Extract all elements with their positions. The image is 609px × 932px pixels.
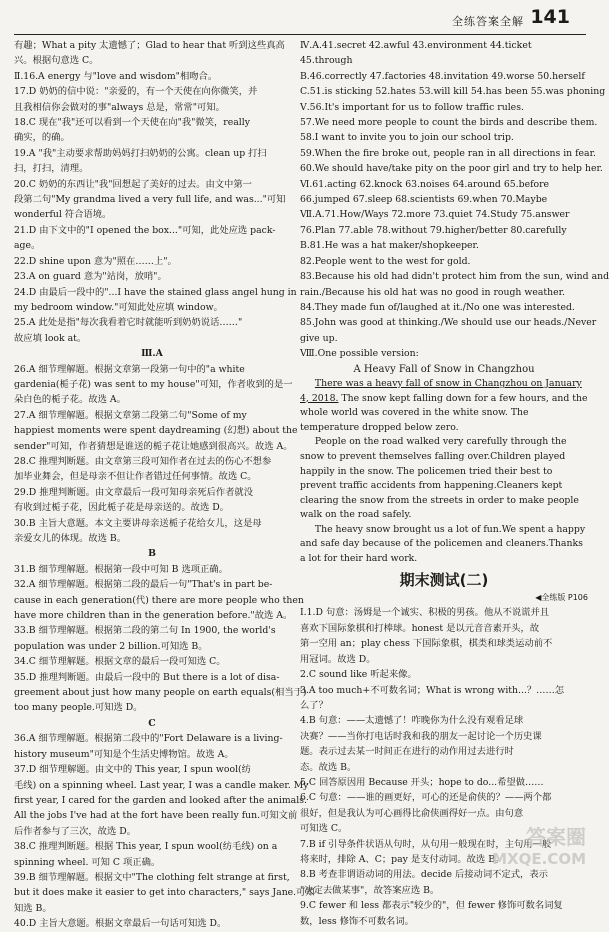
answer-line: 后作者参与了三次，故选 D。	[14, 825, 136, 837]
answer-line: 32.A 细节理解题。根据第二段的最后一句"That's in part be-	[14, 579, 273, 591]
answer-line: 29.D 推理判断题。由文章最后一段可知母亲死后作者就没	[14, 486, 254, 498]
answer-line: 将来时，排除 A、C；pay 是支付动词。故选 B。	[300, 853, 505, 865]
answer-line: 4.B 句意：——太遗憾了！咋晚你为什么没有观看足球	[300, 715, 524, 727]
answer-line: greement about just how many people on earth equals(相当于)	[14, 687, 307, 699]
answer-line: Ⅰ.1.D 句意：汤姆是一个诚实、积极的男孩。他从不说谎并且	[300, 607, 550, 619]
answer-line: 17.D 奶奶的信中说："亲爱的，有一个天使在向你微笑，并	[14, 86, 258, 98]
answer-line: 题。表示过去某一时间正在进行的动作用过去进行时	[300, 746, 514, 758]
answer-line: cause in each generation(代) there are more people who then	[14, 594, 304, 606]
answer-line: rain./Because his old hat was no good in rough weather.	[300, 286, 565, 298]
answer-line: 9.C fewer 和 less 都表示"较少的"，但 fewer 修饰可数名词复	[300, 900, 563, 912]
answer-line: history museum"可知是个生活史博物馆。故选 A。	[14, 748, 234, 760]
answer-line: 24.D 由最后一段中的"...I have the stained glass angel hung in	[14, 286, 297, 298]
section-page-ref: ◀全练版 P106	[535, 593, 588, 603]
answer-line: Ⅱ.16.A energy 与"love and wisdom"相吻合。	[14, 70, 218, 82]
answer-line: 知选 B。	[14, 902, 52, 914]
answer-line: 8.B 考查非谓语动词的用法。decide 后接动词不定式，表示	[300, 869, 548, 881]
answer-line: 83.Because his old had didn't protect him from the sun, wind and	[300, 271, 609, 283]
answer-line: 段第二句"My grandma lived a very full life, and was..."可知	[14, 194, 286, 206]
answer-line: too many people.可知选 D。	[14, 702, 143, 714]
answer-line: 45.through	[300, 55, 353, 67]
answer-line: 30.B 主旨大意题。本文主要讲母亲送栀子花给女儿，这是母	[14, 517, 262, 529]
header-rule	[14, 34, 586, 35]
answer-line: Ⅴ.56.It's important for us to follow traffic rules.	[300, 101, 524, 113]
answer-line: Ⅵ.61.acting 62.knock 63.noises 64.around 65.before	[300, 178, 550, 190]
answer-line: 85.John was good at thinking./We should use our heads./Never	[300, 317, 597, 329]
answer-line: 57.We need more people to count the birds and describe them.	[300, 117, 598, 129]
answer-line: 82.People went to the west for gold.	[300, 255, 471, 267]
essay-paragraph-3: The heavy snow brought us a lot of fun.We spent a happy and safe day because of the policemen and cleaners.Thanks a lot for their hard work.	[300, 523, 586, 565]
answer-line: 很好，但是我认为可心画得比俞侠画得好一点。由句意	[300, 807, 524, 819]
answer-line: B.81.He was a hat maker/shopkeeper.	[300, 240, 479, 252]
watermark-line-2: MXQE.COM	[492, 850, 586, 868]
answer-line: 40.D 主旨大意题。根据文章最后一句话可知选 D。	[14, 918, 227, 930]
answer-line: 数，less 修饰不可数名词。	[300, 915, 414, 927]
answer-line: 兴。根据句意选 C。	[14, 55, 99, 67]
answer-line: but it does make it easier to get into characters," says Jane.可知	[14, 887, 315, 899]
answer-line: 31.B 细节理解题。根据第一段中可知 B 选项正确。	[14, 563, 228, 575]
answer-line: spinning wheel. 可知 C 项正确。	[14, 856, 161, 868]
answer-list-top	[300, 38, 609, 362]
answer-line: give up.	[300, 332, 338, 344]
answer-line: B.46.correctly 47.factories 48.invitation 49.worse 50.herself	[300, 70, 585, 82]
answer-line: 决赛？——当你打电话时我和我的朋友一起讨论一个历史课	[300, 730, 542, 742]
answer-line: B	[148, 548, 156, 560]
answer-line: 66.jumped 67.sleep 68.scientists 69.when 70.Maybe	[300, 194, 548, 206]
answer-line: "决定去做某事"，故答案应选 B。	[300, 884, 440, 896]
answer-line: 喜欢下国际象棋和打棒球。honest 是以元音音素开头，故	[300, 622, 540, 634]
answer-line: 60.We should have/take pity on the poor girl and try to help her.	[300, 163, 603, 175]
answer-line: 84.They made fun of/laughed at it./No one was interested.	[300, 301, 575, 313]
answer-line: 19.A "我"主动要求帮助妈妈打扫奶奶的公寓。clean up 打扫	[14, 147, 267, 159]
answer-line: 37.D 细节理解题。由文中的 This year, I spun wool(纺	[14, 764, 251, 776]
answer-line: 亲爱女儿的体现。故选 B。	[14, 533, 127, 544]
answer-line: C.51.is sticking 52.hates 53.will kill 54.has been 55.was phoning	[300, 86, 606, 98]
answer-line: 7.B if 引导条件状语从句时，从句用一般现在时，主句用一般	[300, 838, 552, 850]
answer-line: 2.C sound like 听起来像。	[300, 669, 417, 681]
answer-line: 21.D 由下文中的"I opened the box..."可知，此处应选 pack-	[14, 224, 276, 236]
answer-line: 20.C 奶奶的东西让"我"回想起了美好的过去。由文中第一	[14, 178, 252, 190]
answer-line: 有收到过栀子花，因此栀子花是母亲送的。故选 D。	[14, 502, 229, 514]
answer-line: C	[148, 717, 156, 729]
essay-highlight: There was a heavy fall of snow in Changzhou on January 4, 2018.	[300, 377, 582, 404]
answer-line: 76.Plan 77.able 78.without 79.higher/better 80.carefully	[300, 224, 567, 236]
answer-line: 28.C 推理判断题。由文章第三段可知作者在过去的伤心不想参	[14, 455, 272, 467]
answer-line: 18.C 现在"我"还可以看到一个天使在向"我"微笑，really	[14, 117, 250, 129]
answer-line: 可知选 C。	[300, 823, 348, 835]
answer-line: population was under 2 billion.可知选 B。	[14, 640, 208, 652]
answer-line: 59.When the fire broke out, people ran in all directions in fear.	[300, 147, 596, 159]
essay-paragraph-1	[300, 377, 588, 435]
answer-line: 36.A 细节理解题。根据第二段中的"Fort Delaware is a living-	[14, 733, 283, 745]
answer-line: 毛线) on a spinning wheel. Last year, I was a candle maker. My	[14, 779, 309, 791]
answer-line: 且我相信你会做对的事"always 总是，常常"可知。	[14, 101, 225, 113]
answer-line: 朵白色的栀子花。故选 A。	[14, 394, 126, 406]
essay-title: A Heavy Fall of Snow in Changzhou	[353, 363, 535, 375]
answer-line: 第一空用 an；play chess 下国际象棋，棋类和球类运动前不	[300, 638, 553, 650]
answer-line: 5.C 回答原因用 Because 开头；hope to do...希望做……	[300, 776, 544, 788]
answer-line: 26.A 细节理解题。根据文章第一段第一句中的"a white	[14, 363, 245, 375]
essay-p1-rest: The snow kept falling down for a few hours, and the whole world was covered in the white snow. The temperature dropped below zero.	[300, 392, 588, 433]
answer-line: 33.B 细节理解题。根据第二段的第二句 In 1900, the world's	[14, 625, 276, 637]
answer-line: age。	[14, 240, 41, 252]
answer-line: All the jobs I've had at the fort have been really fun.可知文前	[14, 810, 298, 822]
answer-line: 58.I want to invite you to join our school trip.	[300, 132, 514, 144]
answer-line: 27.A 细节理解题。根据文章第二段第二句"Some of my	[14, 409, 247, 421]
answer-line: Ⅳ.A.41.secret 42.awful 43.environment 44.ticket	[300, 40, 532, 51]
right-column	[300, 38, 609, 929]
answer-line: wonderful 符合语境。	[14, 209, 112, 221]
answer-line: Ⅶ.A.71.How/Ways 72.more 73.quiet 74.Study 75.answer	[300, 209, 570, 221]
answer-line: 38.C 推理判断题。根据 This year, I spun wool(纺毛线) on a	[14, 841, 278, 853]
answer-line: Ⅲ.A	[141, 348, 163, 360]
answer-line: 34.C 细节理解题。根据文章的最后一段可知选 C。	[14, 656, 226, 668]
answer-line: 态。故选 B。	[300, 761, 357, 773]
answer-line: 6.C 句意：——谁的画更好，可心的还是俞侠的？——两个都	[300, 792, 552, 804]
answer-line: Ⅷ.One possible version:	[300, 348, 419, 360]
page-header	[0, 0, 600, 34]
answer-line: 加毕业舞会，但是母亲不但让作者错过任何事情。故选 C。	[14, 471, 257, 483]
answer-line: 22.D shine upon 意为"照在……上"。	[14, 255, 177, 267]
answer-line: gardenia(栀子花) was sent to my house"可知，作者收到的是一	[14, 378, 293, 390]
watermark-line-1: 答案圈	[526, 825, 586, 849]
answer-line: have more children than in the generation before."故选 A。	[14, 610, 293, 622]
answer-line: 23.A on guard 意为"站岗，放哨"。	[14, 271, 167, 283]
section-title: 期末测试(二)	[399, 570, 489, 589]
essay-paragraph-2: People on the road walked very carefully through the snow to prevent themselves falling over.Children played happily in the snow. The policemen tried their best to prevent traffic accidents from happening.Cleaners kept clearing the snow from the streets in order to make people walk on the road safely.	[300, 436, 579, 521]
answer-line: 3.A too much+不可数名词；What is wrong with...？……怎	[300, 684, 565, 696]
answer-line: first year, I cared for the garden and looked after the animals.	[14, 794, 307, 806]
answer-line: 扫，打扫，清理。	[14, 163, 89, 175]
answer-line: 用冠词。故选 D。	[300, 653, 376, 665]
header-title: 全练答案全解	[452, 15, 524, 28]
answer-line: my bedroom window."可知此处应填 window。	[14, 301, 223, 313]
watermark-logo	[492, 826, 586, 870]
answer-line: 确实，的确。	[14, 132, 70, 144]
answer-list-bottom	[300, 605, 588, 929]
page-number: 141	[530, 6, 570, 28]
answer-line: 39.B 细节理解题。根据文中"The clothing felt strange at first,	[14, 871, 290, 883]
answer-line: 故应填 look at。	[14, 332, 87, 344]
answer-line: 25.A 此处是指"每次我看着它时就能听到奶奶说话……"	[14, 317, 243, 329]
answer-line: happiest moments were spent daydreaming (幻想) about the	[14, 425, 298, 437]
answer-line: 么了？	[300, 699, 328, 711]
answer-line: 有趣；What a pity 太遗憾了；Glad to hear that 听到这些真高	[14, 40, 285, 51]
answer-line: sender"可知，作者猜想是谁送的栀子花让她感到很高兴。故选 A。	[14, 440, 293, 452]
answer-line: 35.D 推理判断题。由最后一段中的 But there is a lot of disa-	[14, 671, 280, 683]
